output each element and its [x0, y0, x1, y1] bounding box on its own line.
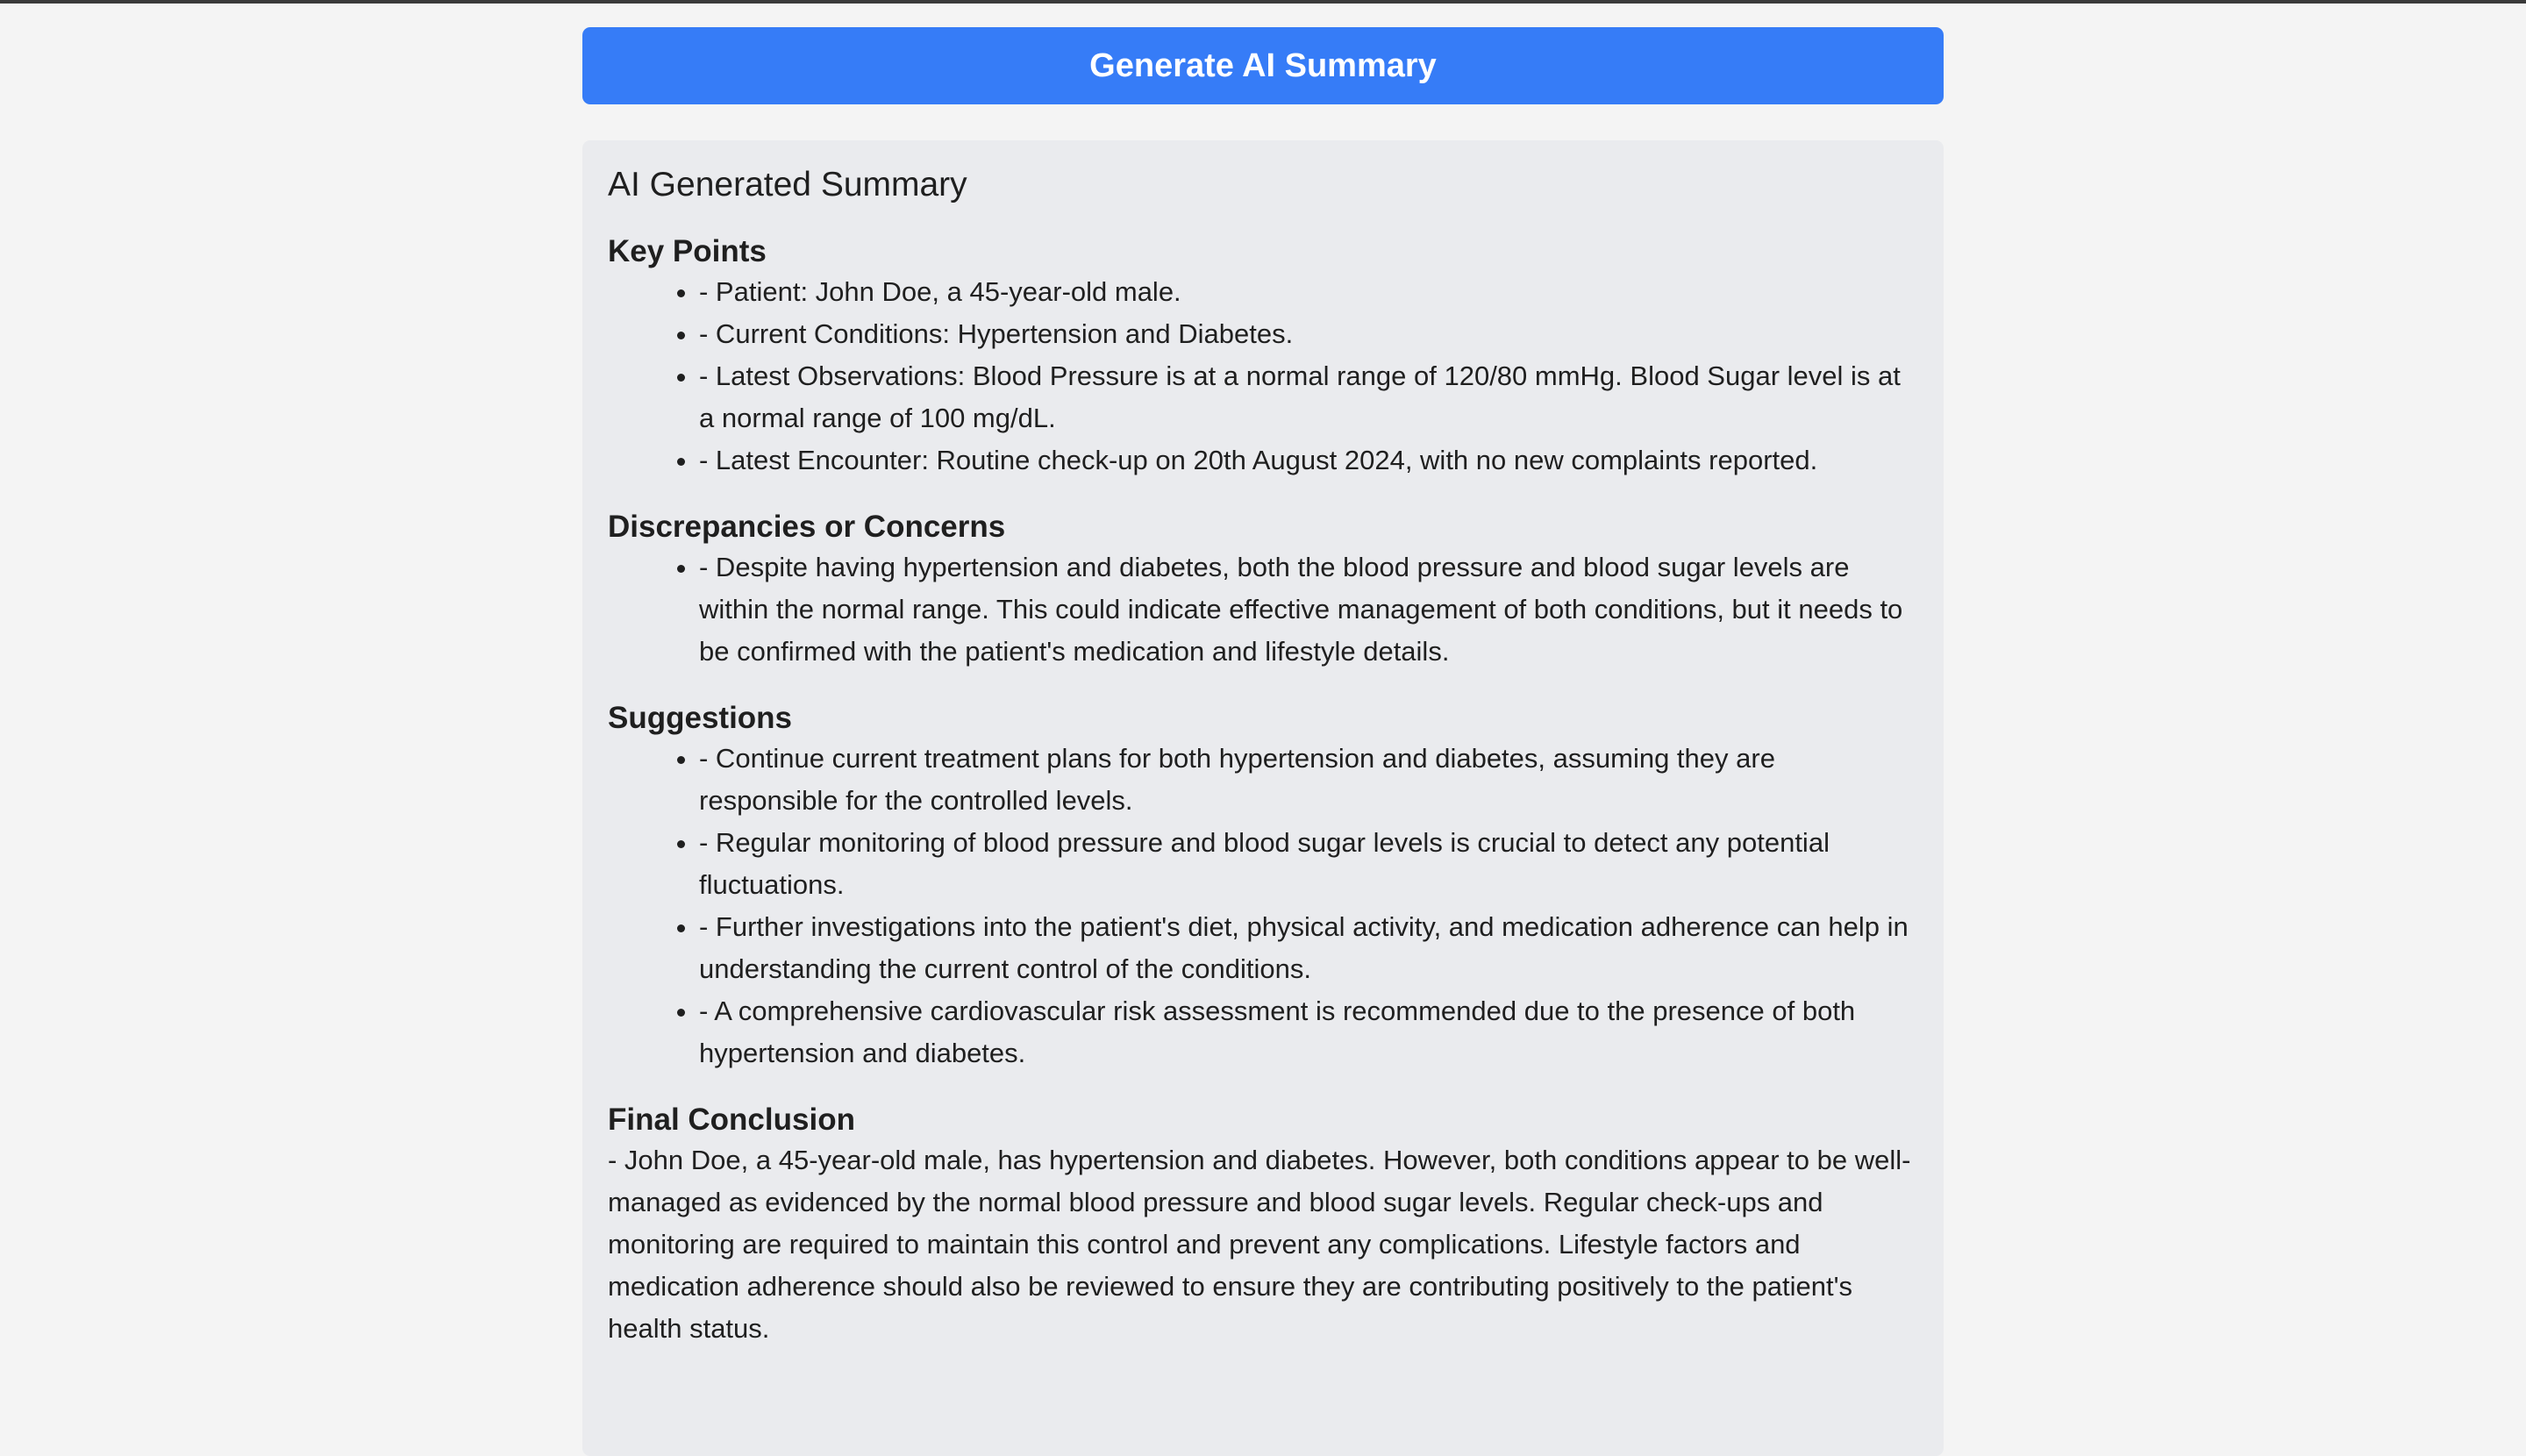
list-item: • - Current Conditions: Hypertension and Diabetes.: [699, 313, 1918, 355]
summary-title: AI Generated Summary: [608, 166, 967, 203]
section-final-conclusion: [608, 1101, 1918, 1350]
section-heading: Final Conclusion: [608, 1102, 855, 1137]
section-heading: Suggestions: [608, 700, 793, 735]
list-item: • - Further investigations into the patient's diet, physical activity, and medication adherence can help in understanding the current control of the conditions.: [699, 906, 1918, 990]
generate-ai-summary-button[interactable]: Generate AI Summary: [582, 27, 1944, 104]
section-heading: Discrepancies or Concerns: [608, 509, 1006, 544]
suggestions-list: [608, 738, 1918, 1074]
section-discrepancies: [608, 508, 1918, 673]
list-item: • - Continue current treatment plans for both hypertension and diabetes, assuming they are responsible for the controlled levels.: [699, 738, 1918, 822]
section-suggestions: [608, 699, 1918, 1074]
list-item: • - Patient: John Doe, a 45-year-old male.: [699, 271, 1918, 313]
section-key-points: [608, 232, 1918, 482]
conclusion-text: - John Doe, a 45-year-old male, has hypertension and diabetes. However, both conditions appear to be well-managed as evidenced by the normal blood pressure and blood sugar levels. Regular check-ups and monitoring are required to maintain this control and prevent any complications. Lifestyle factors and medication adherence should also be reviewed to ensure they are contributing positively to the patient's health status.: [608, 1144, 1911, 1344]
summary-panel: [582, 140, 1944, 1456]
discrepancies-list: [608, 546, 1918, 673]
list-item: • - Latest Encounter: Routine check-up on 20th August 2024, with no new complaints reported.: [699, 439, 1918, 482]
list-item: • - Despite having hypertension and diabetes, both the blood pressure and blood sugar levels are within the normal range. This could indicate effective management of both conditions, but it needs to be confirmed with the patient's medication and lifestyle details.: [699, 546, 1918, 673]
list-item: • - Latest Observations: Blood Pressure is at a normal range of 120/80 mmHg. Blood Sugar level is at a normal range of 100 mg/dL.: [699, 355, 1918, 439]
section-heading: Key Points: [608, 233, 767, 268]
summary-container: [582, 27, 1944, 1456]
key-points-list: [608, 271, 1918, 482]
list-item: • - Regular monitoring of blood pressure and blood sugar levels is crucial to detect any potential fluctuations.: [699, 822, 1918, 906]
top-border: [0, 0, 2526, 4]
list-item: • - A comprehensive cardiovascular risk assessment is recommended due to the presence of both hypertension and diabetes.: [699, 990, 1918, 1074]
